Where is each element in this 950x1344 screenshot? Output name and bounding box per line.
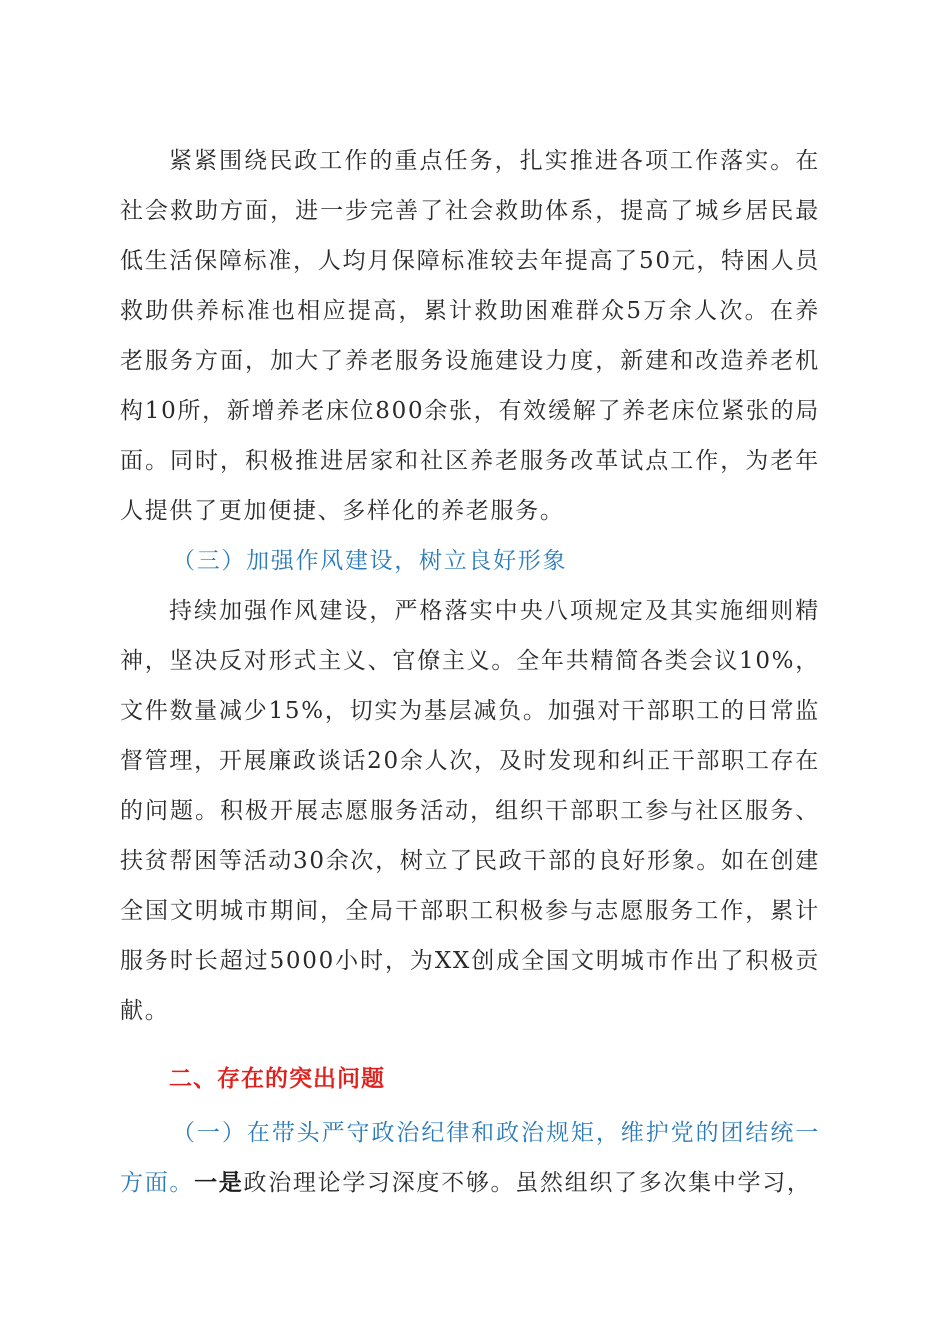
document-page bbox=[120, 136, 820, 1208]
sub-heading-3: （三）加强作风建设，树立良好形象 bbox=[172, 548, 568, 574]
body-paragraph-2: 持续加强作风建设，严格落实中央八项规定及其实施细则精神，坚决反对形式主义、官僚主义。全年共精简各类会议10%，文件数量减少15%，切实为基层减负。加强对干部职工的日常监督管理，开展廉政谈话20余人次，及时发现和纠正干部职工存在的问题。积极开展志愿服务活动，组织干部职工参与社区服务、扶贫帮困等活动30余次，树立了民政干部的良好形象。如在创建全国文明城市期间，全局干部职工积极参与志愿服务工作，累计服务时长超过5000小时，为XX创成全国文明城市作出了积极贡献。 bbox=[120, 598, 820, 1024]
section-heading-2: 二、存在的突出问题 bbox=[169, 1066, 385, 1092]
body-paragraph-1: 紧紧围绕民政工作的重点任务，扎实推进各项工作落实。在社会救助方面，进一步完善了社会救助体系，提高了城乡居民最低生活保障标准，人均月保障标准较去年提高了50元，特困人员救助供养标准也相应提高，累计救助困难群众5万余人次。在养老服务方面，加大了养老服务设施建设力度，新建和改造养老机构10所，新增养老床位800余张，有效缓解了养老床位紧张的局面。同时，积极推进居家和社区养老服务改革试点工作，为老年人提供了更加便捷、多样化的养老服务。 bbox=[120, 148, 820, 524]
body-paragraph-3 bbox=[120, 1108, 820, 1208]
lead-phrase: 一是 bbox=[194, 1169, 244, 1196]
paragraph-3-text: 政治理论学习深度不够。虽然组织了多次集中学习， bbox=[243, 1170, 812, 1196]
sub-heading-1: （一）在带头严守政治纪律和政治规矩，维护党的团结统一方面。 bbox=[120, 1120, 820, 1196]
